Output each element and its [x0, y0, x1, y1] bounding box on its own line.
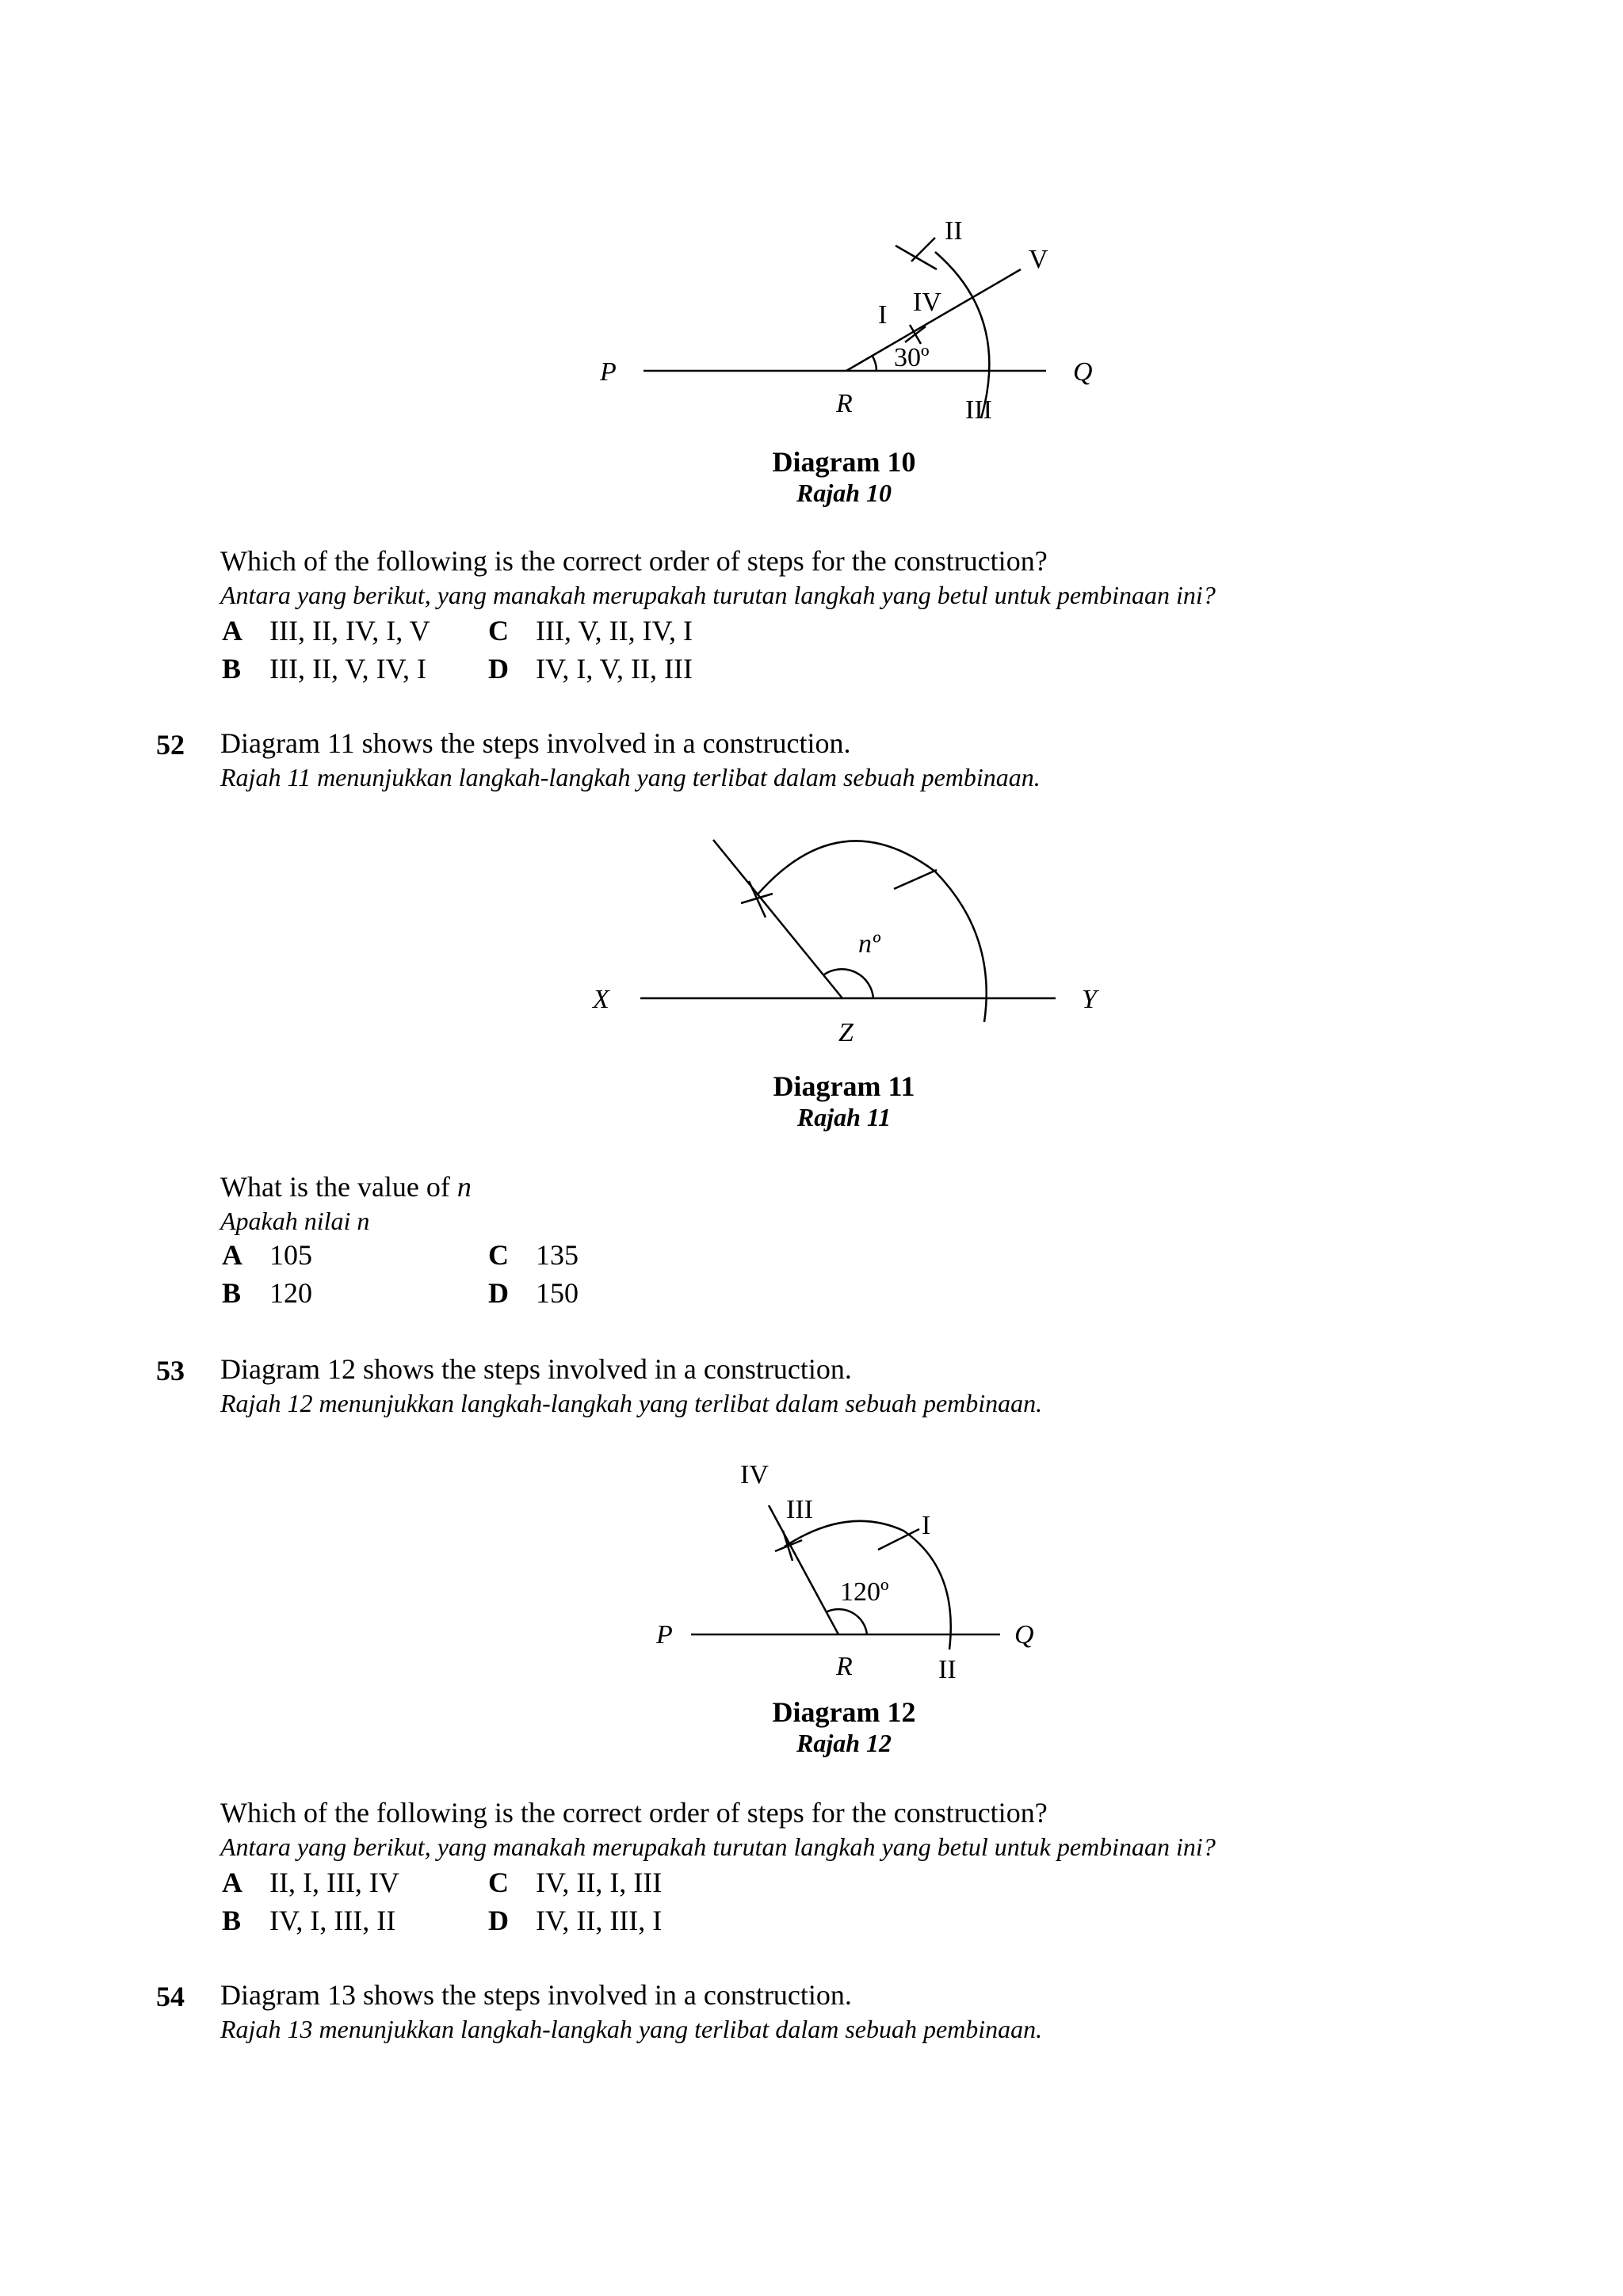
diagram-10-caption-ms: Rajah 10	[796, 479, 892, 507]
label-p: P	[600, 357, 617, 387]
label-ii: II	[945, 216, 963, 246]
label-i: I	[922, 1511, 931, 1540]
label-r: R	[836, 389, 853, 418]
label-q: Q	[1014, 1620, 1034, 1650]
q54-number: 54	[156, 1981, 185, 2012]
option-text: IV, I, V, II, III	[536, 653, 693, 685]
q52-intro-ms: Rajah 11 menunjukkan langkah-langkah yang terlibat dalam sebuah pembinaan.	[220, 763, 1041, 791]
q53-question-ms: Antara yang berikut, yang manakah merupakah turutan langkah yang betul untuk pembinaan ini?	[220, 1833, 1216, 1861]
option-letter: D	[488, 1277, 509, 1309]
option-text: IV, II, III, I	[536, 1905, 663, 1936]
q52-intro: Diagram 11 shows the steps involved in a construction.	[220, 727, 851, 759]
diagram-10-caption: Diagram 10	[772, 446, 916, 478]
option-letter: C	[488, 1867, 509, 1898]
option-letter: B	[222, 1905, 242, 1936]
label-y: Y	[1082, 985, 1097, 1014]
option-text: IV, I, III, II	[269, 1905, 396, 1936]
q52-option-b[interactable]	[222, 1276, 312, 1310]
label-iii: III	[786, 1495, 813, 1524]
q52-question-ms: Apakah nilai n	[220, 1207, 370, 1235]
option-letter: A	[222, 1867, 242, 1898]
option-text: III, II, V, IV, I	[269, 653, 426, 685]
label-iii: III	[965, 395, 992, 425]
question-text: What is the value of	[220, 1171, 457, 1203]
q52-option-a[interactable]	[222, 1238, 312, 1272]
q53-intro: Diagram 12 shows the steps involved in a construction.	[220, 1353, 852, 1385]
diagram-11	[0, 816, 1623, 1070]
q53-option-a[interactable]	[222, 1866, 399, 1899]
q51-question: Which of the following is the correct order of steps for the construction?	[220, 545, 1048, 577]
angle-label: nº	[858, 929, 880, 959]
label-iv: IV	[913, 288, 941, 317]
option-letter: C	[488, 1239, 509, 1271]
diagram-12-caption: Diagram 12	[772, 1696, 916, 1728]
option-text: II, I, III, IV	[269, 1867, 399, 1898]
label-iv: IV	[740, 1460, 769, 1489]
q53-question: Which of the following is the correct order of steps for the construction?	[220, 1797, 1048, 1829]
option-text: 150	[536, 1277, 579, 1309]
label-ii: II	[938, 1655, 957, 1684]
option-text: 120	[269, 1277, 312, 1309]
option-text: 105	[269, 1239, 312, 1271]
label-i: I	[878, 300, 888, 330]
option-letter: B	[222, 653, 242, 685]
diagram-11-caption: Diagram 11	[773, 1070, 915, 1102]
angle-label: 120º	[840, 1577, 889, 1607]
option-letter: C	[488, 615, 509, 646]
diagram-12	[0, 1442, 1623, 1695]
option-text: III, V, II, IV, I	[536, 615, 693, 646]
option-text: IV, II, I, III	[536, 1867, 663, 1898]
label-x: X	[593, 985, 609, 1014]
label-q: Q	[1073, 357, 1093, 387]
q51-option-a[interactable]	[222, 614, 430, 647]
q51-option-d[interactable]	[488, 652, 693, 685]
option-letter: B	[222, 1277, 242, 1309]
label-v: V	[1029, 245, 1048, 274]
diagram-12-caption-ms: Rajah 12	[796, 1729, 892, 1757]
q52-option-c[interactable]	[488, 1238, 579, 1272]
option-letter: D	[488, 653, 509, 685]
q53-option-c[interactable]	[488, 1866, 662, 1899]
q51-option-b[interactable]	[222, 652, 426, 685]
q52-number: 52	[156, 729, 185, 761]
option-text: III, II, IV, I, V	[269, 615, 430, 646]
label-z: Z	[838, 1018, 854, 1047]
option-letter: A	[222, 1239, 242, 1271]
q52-option-d[interactable]	[488, 1276, 579, 1310]
option-letter: D	[488, 1905, 509, 1936]
diagram-11-caption-ms: Rajah 11	[796, 1103, 892, 1131]
label-p: P	[656, 1620, 673, 1650]
q51-option-c[interactable]	[488, 614, 693, 647]
q53-intro-ms: Rajah 12 menunjukkan langkah-langkah yang terlibat dalam sebuah pembinaan.	[220, 1389, 1043, 1417]
q53-option-b[interactable]	[222, 1904, 395, 1937]
q52-question	[220, 1170, 472, 1203]
q53-number: 53	[156, 1355, 185, 1386]
q54-intro: Diagram 13 shows the steps involved in a construction.	[220, 1979, 852, 2011]
q51-question-ms: Antara yang berikut, yang manakah merupakah turutan langkah yang betul untuk pembinaan ini?	[220, 581, 1216, 609]
angle-label: 30º	[894, 343, 930, 372]
q54-intro-ms: Rajah 13 menunjukkan langkah-langkah yang terlibat dalam sebuah pembinaan.	[220, 2015, 1043, 2043]
diagram-10	[0, 0, 1623, 475]
q53-option-d[interactable]	[488, 1904, 662, 1937]
question-variable: n	[456, 1171, 472, 1203]
option-text: 135	[536, 1239, 579, 1271]
option-letter: A	[222, 615, 242, 646]
label-r: R	[836, 1652, 853, 1681]
